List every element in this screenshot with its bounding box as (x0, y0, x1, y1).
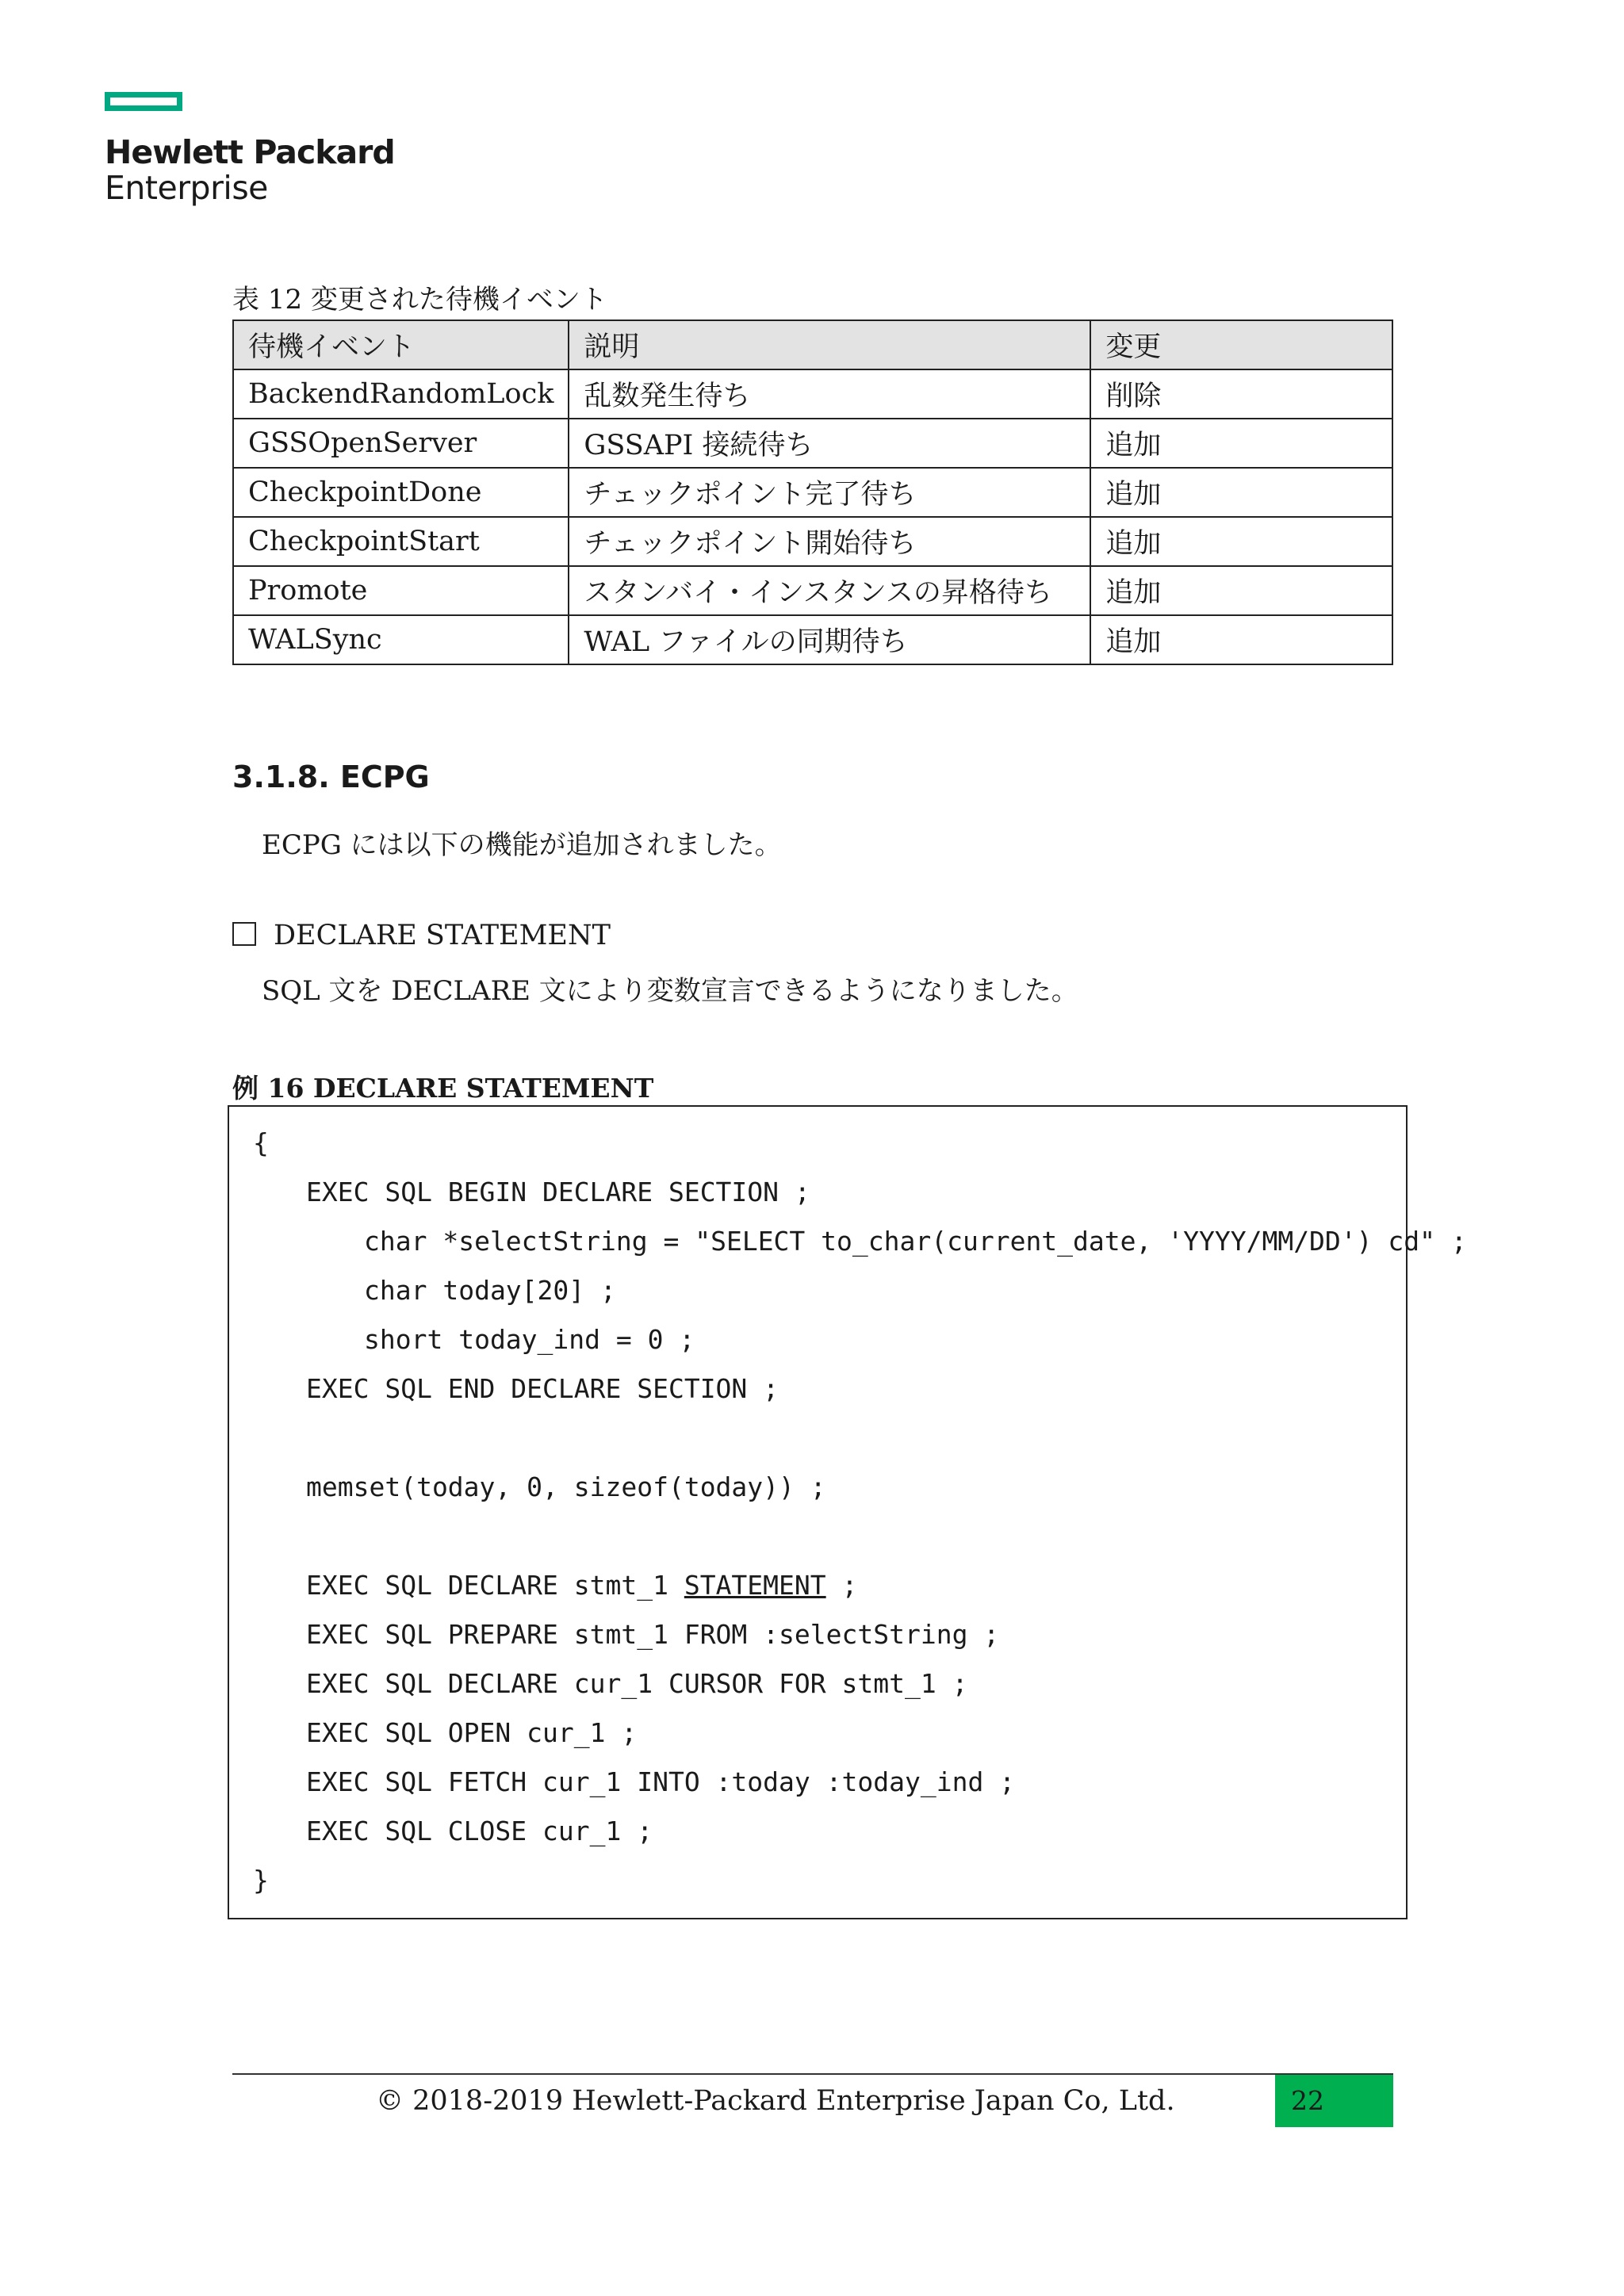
cell-wait-event: GSSOpenServer (233, 419, 569, 468)
cell-wait-event: CheckpointDone (233, 468, 569, 517)
code-line: EXEC SQL END DECLARE SECTION ; (306, 1373, 779, 1404)
table-row (233, 369, 1392, 419)
company-logo (105, 92, 395, 207)
cell-description: GSSAPI 接続待ち (569, 419, 1090, 468)
feature-description: SQL 文を DECLARE 文により変数宣言できるようになりました。 (262, 975, 1078, 1007)
cell-change: 追加 (1090, 419, 1392, 468)
cell-wait-event: CheckpointStart (233, 517, 569, 566)
cell-description: WAL ファイルの同期待ち (569, 615, 1090, 664)
code-line: } (253, 1865, 269, 1896)
page-number-box (1275, 2075, 1393, 2127)
cell-wait-event: Promote (233, 566, 569, 615)
cell-wait-event: WALSync (233, 615, 569, 664)
code-line: short today_ind = 0 ; (364, 1324, 695, 1355)
header-wait-event: 待機イベント (233, 320, 569, 369)
code-line: memset(today, 0, sizeof(today)) ; (306, 1471, 826, 1502)
example-caption: 例 16 DECLARE STATEMENT (232, 1073, 654, 1104)
logo-text-line2: Enterprise (105, 169, 268, 207)
code-segment: EXEC SQL DECLARE stmt_1 (306, 1570, 684, 1601)
cell-change: 追加 (1090, 566, 1392, 615)
logo-rectangle-icon (105, 92, 182, 111)
code-segment: ; (825, 1570, 858, 1601)
table-row (233, 468, 1392, 517)
table-caption: 表 12 変更された待機イベント (232, 284, 607, 316)
code-keyword-underlined: STATEMENT (684, 1570, 826, 1601)
footer-copyright: © 2018-2019 Hewlett-Packard Enterprise Japan Co, Ltd. (376, 2085, 1175, 2117)
header-description: 説明 (569, 320, 1090, 369)
cell-change: 削除 (1090, 369, 1392, 419)
cell-description: スタンバイ・インスタンスの昇格待ち (569, 566, 1090, 615)
code-line: EXEC SQL PREPARE stmt_1 FROM :selectString ; (306, 1619, 1000, 1650)
checkbox-square-icon (232, 922, 256, 946)
table-row (233, 517, 1392, 566)
wait-events-table (232, 320, 1393, 665)
logo-text-line1: Hewlett Packard (105, 133, 395, 171)
code-line: EXEC SQL OPEN cur_1 ; (306, 1717, 638, 1748)
code-line: EXEC SQL FETCH cur_1 INTO :today :today_ind ; (306, 1766, 1016, 1797)
section-intro: ECPG には以下の機能が追加されました。 (262, 829, 782, 861)
table-header-row (233, 320, 1392, 369)
cell-change: 追加 (1090, 468, 1392, 517)
feature-item (232, 920, 611, 951)
table-row (233, 419, 1392, 468)
cell-description: チェックポイント完了待ち (569, 468, 1090, 517)
table-row (233, 615, 1392, 664)
code-line: EXEC SQL BEGIN DECLARE SECTION ; (306, 1177, 810, 1207)
section-heading: 3.1.8. ECPG (232, 760, 430, 794)
code-block (228, 1105, 1467, 1919)
header-change: 変更 (1090, 320, 1392, 369)
feature-title: DECLARE STATEMENT (274, 920, 611, 951)
code-line: EXEC SQL DECLARE cur_1 CURSOR FOR stmt_1 ; (306, 1668, 968, 1699)
code-line: { (253, 1127, 269, 1158)
cell-description: 乱数発生待ち (569, 369, 1090, 419)
code-line (306, 1570, 857, 1601)
cell-wait-event: BackendRandomLock (233, 369, 569, 419)
page-number: 22 (1291, 2085, 1324, 2116)
cell-description: チェックポイント開始待ち (569, 517, 1090, 566)
code-line: char *selectString = "SELECT to_char(current_date, 'YYYY/MM/DD') cd" ; (364, 1226, 1467, 1257)
cell-change: 追加 (1090, 615, 1392, 664)
code-line: EXEC SQL CLOSE cur_1 ; (306, 1816, 653, 1846)
footer-divider (232, 2073, 1393, 2075)
cell-change: 追加 (1090, 517, 1392, 566)
table-row (233, 566, 1392, 615)
code-line: char today[20] ; (364, 1275, 616, 1306)
